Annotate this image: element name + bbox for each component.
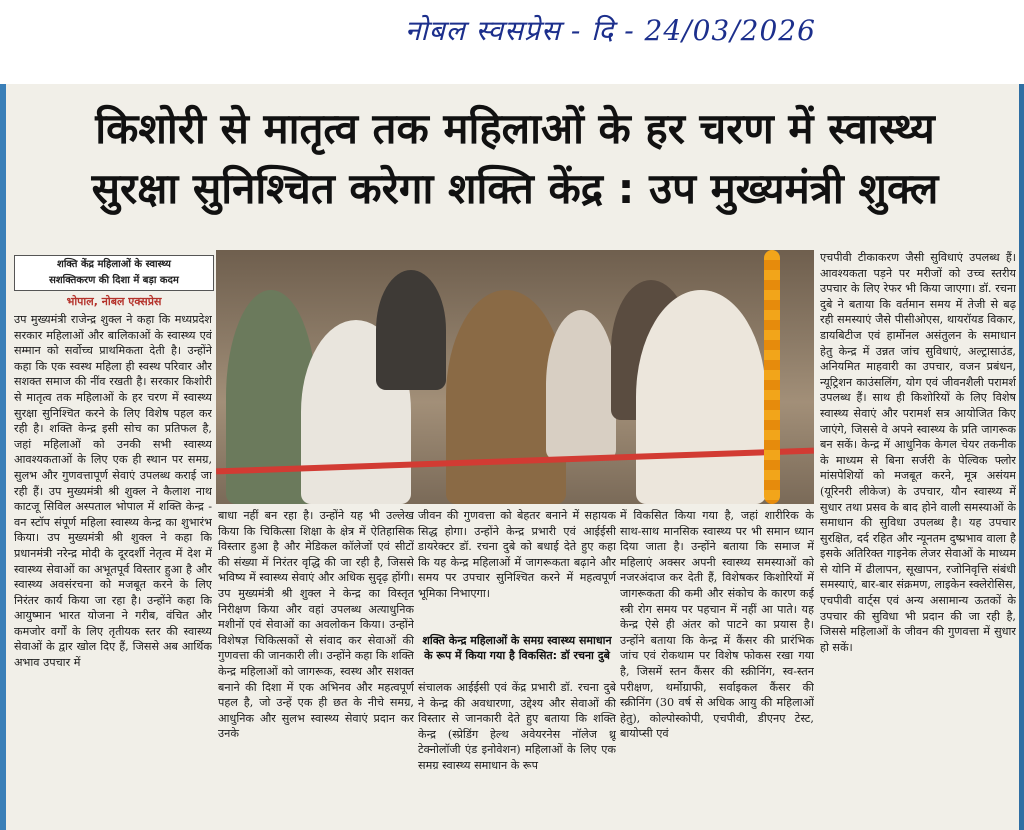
byline: भोपाल, नोबल एक्सप्रेस xyxy=(66,295,162,308)
article-column-4: में विकसित किया गया है, जहां शारीरिक के साथ-साथ मानसिक स्वास्थ्य पर भी समान ध्यान दिया जाता है। उन्होंने बताया कि समाज में महिलाएं अक्सर अपनी स्वास्थ्य समस्याओं को नजरअंदाज कर देती हैं, विशेषकर किशोरियों में जागरूकता की कमी और संकोच के कारण कई स्त्री रोग समय पर पहचान में नहीं आ पाते। यह केन्द्र ऐसे ही अंतर को पाटने का प्रयास है। उन्होंने बताया कि केन्द्र में कैंसर की प्रारंभिक जांच एवं रोकथाम पर विशेष फोकस रखा गया है, जिसमें स्तन कैंसर की स्क्रीनिंग, स्व-स्तन परीक्षण, थर्मोग्राफी, सर्वाइकल कैंसर की स्क्रीनिंग (30 वर्ष से अधिक आयु की महिलाओं हेतु), कोल्पोस्कोपी, एचपीवी, डीएनए टेस्ट, बायोप्सी एवं xyxy=(620,509,814,741)
article-column-1: उप मुख्यमंत्री राजेन्द्र शुक्ल ने कहा कि मध्यप्रदेश सरकार महिलाओं और बालिकाओं के स्वास्थ्य एवं सम्मान को सर्वोच्च प्राथमिकता देती है। उन्होंने कहा कि एक स्वस्थ महिला ही स्वस्थ परिवार और सशक्त समाज की नींव रखती है। सरकार किशोरी से मातृत्व तक महिलाओं के हर चरण में स्वास्थ्य सुरक्षा सुनिश्चित करने के लिए विशेष पहल कर रही है। शक्ति केन्द्र इसी सोच का प्रतिफल है, जहां महिलाओं को उनकी सभी स्वास्थ्य आवश्यकताओं के लिए एक ही स्थान पर समग्र, सुलभ और गुणवत्तापूर्ण सेवाएं उपलब्ध कराई जा रही हैं। उप मुख्यमंत्री श्री शुक्ल ने कैलाश नाथ काटजू सिविल अस्पताल भोपाल में शक्ति केन्द्र - वन स्टॉप संपूर्ण महिला स्वास्थ्य केन्द्र का शुभारंभ किया। उप मुख्यमंत्री श्री शुक्ल ने कहा कि प्रधानमंत्री नरेन्द्र मोदी के दूरदर्शी नेतृत्व में देश में स्वास्थ्य सेवाओं का अभूतपूर्व विस्तार हुआ है और स्वास्थ्य अवसंरचना को मजबूत करने के लिए निरंतर कार्य किया जा रहा है। उन्होंने कहा कि आयुष्मान भारत योजना ने गरीब, वंचित और कमजोर वर्गों के लिए तृतीयक स्तर की स्वास्थ्य सेवाओं के द्वार खोल दिए हैं, जिससे अब आर्थिक अभाव उपचार में xyxy=(14,313,212,670)
article-column-3: जीवन की गुणवत्ता को बेहतर बनाने में सहायक सिद्ध होगा। उन्होंने केन्द्र प्रभारी एवं आईईसी डायरेक्टर डॉ. रचना दुबे को बधाई देते हुए कहा कि यह केन्द्र महिलाओं में जागरूकता बढ़ाने और समय पर उपचार सुनिश्चित करने में महत्वपूर्ण भूमिका निभाएगा। xyxy=(418,509,616,600)
subheadline-line-1: शक्ति केंद्र महिलाओं के स्वास्थ्य xyxy=(57,259,171,270)
headline-line-2: सुरक्षा सुनिश्चित करेगा शक्ति केंद्र : उप मुख्यमंत्री शुक्ल xyxy=(91,164,939,213)
article-column-3-continued: संचालक आईईसी एवं केंद्र प्रभारी डॉ. रचना दुबे ने केन्द्र की अवधारणा, उद्देश्य और सेवाओं की विस्तार से जानकारी देते हुए बताया कि शक्ति केन्द्र (स्प्रेडिंग हेल्थ अवेयरनेस नॉलेज थ्रू टेक्नोलॉजी एंड इनोवेशन) महिलाओं के लिए एक समग्र स्वास्थ्य समाधान के रूप xyxy=(418,681,616,772)
handwritten-date-note: नोबल स्वसप्रेस - दि - 24/03/2026 xyxy=(405,14,816,47)
subheadline-line-2: सशक्तिकरण की दिशा में बड़ा कदम xyxy=(49,275,179,286)
article-column-5: एचपीवी टीकाकरण जैसी सुविधाएं उपलब्ध हैं। आवश्यकता पड़ने पर मरीजों को उच्च स्तरीय उपचार के लिए रेफर भी किया जाएगा। डॉ. रचना दुबे ने बताया कि वर्तमान समय में तेजी से बढ़ रही समस्याएं जैसे पीसीओएस, थायरॉयड विकार, डायबिटीज एवं हार्मोनल असंतुलन के समाधान हेतु केन्द्र में उन्नत जांच सुविधाएं, अल्ट्रासाउंड, अनियमित माहवारी का उपचार, वजन प्रबंधन, न्यूट्रिशन काउंसलिंग, योग एवं जीवनशैली परामर्श उपलब्ध हैं। साथ ही किशोरियों के लिए विशेष स्वास्थ्य सेवाएं और परामर्श सत्र आयोजित किए जाएंगे, जिससे वे अपने स्वास्थ्य के प्रति जागरूक बन सकें। केन्द्र में आधुनिक केगल चेयर तकनीक के माध्यम से बिना सर्जरी के पेल्विक फ्लोर मांसपेशियों को मजबूत करने, मूत्र असंयम (यूरिनरी लीकेज) के उपचार, यौन स्वास्थ्य में सुधार तथा प्रसव के बाद होने वाली समस्याओं के समाधान की सुविधा उपलब्ध है। यह उपचार सुरक्षित, दर्द रहित और न्यूनतम दुष्प्रभाव वाला है इसके अतिरिक्त गाइनेक लेजर सेवाओं के माध्यम से योनि में ढीलापन, सूखापन, रजोनिवृत्ति संबंधी समस्याएं, बार-बार संक्रमण, लाइकेन स्क्लेरोसिस, एचपीवी वार्ट्स एवं अन्य असामान्य ऊतकों के उपचार की सुविधा भी प्रदान की जा रही है, जिससे महिलाओं के जीवन की गुणवत्ता में सुधार हो सकें। xyxy=(820,251,1016,654)
article-column-2: बाधा नहीं बन रहा है। उन्होंने यह भी उल्लेख किया कि चिकित्सा शिक्षा के क्षेत्र में ऐतिहासिक विस्तार हुआ है और मेडिकल कॉलेजों एवं सीटों की संख्या में निरंतर वृद्धि की जा रही है, जिससे भविष्य में स्वास्थ्य सेवाएं और अधिक सुदृढ़ होंगी। उप मुख्यमंत्री श्री शुक्ल ने केन्द्र का विस्तृत निरीक्षण किया और वहां उपलब्ध अत्याधुनिक मशीनों एवं सेवाओं का अवलोकन किया। उन्होंने विशेषज्ञ चिकित्सकों से संवाद कर सेवाओं की गुणवत्ता की जानकारी ली। उन्होंने कहा कि शक्ति केन्द्र महिलाओं को जागरूक, स्वस्थ और सशक्त बनाने की दिशा में एक अभिनव और महत्वपूर्ण पहल है, जो उन्हें एक ही छत के नीचे समग्र, आधुनिक और सुलभ स्वास्थ्य सेवाएं प्रदान कर उनके xyxy=(218,509,414,741)
news-photo-inauguration xyxy=(216,250,814,504)
marigold-garland xyxy=(764,250,780,504)
subheadline-box xyxy=(14,255,214,291)
headline-line-1: किशोरी से मातृत्व तक महिलाओं के हर चरण में स्वास्थ्य xyxy=(95,104,935,153)
column-3-subheading: शक्ति केन्द्र महिलाओं के समग्र स्वास्थ्य समाधान के रूप में किया गया है विकसित: डॉ रचना दुबे xyxy=(422,634,612,662)
